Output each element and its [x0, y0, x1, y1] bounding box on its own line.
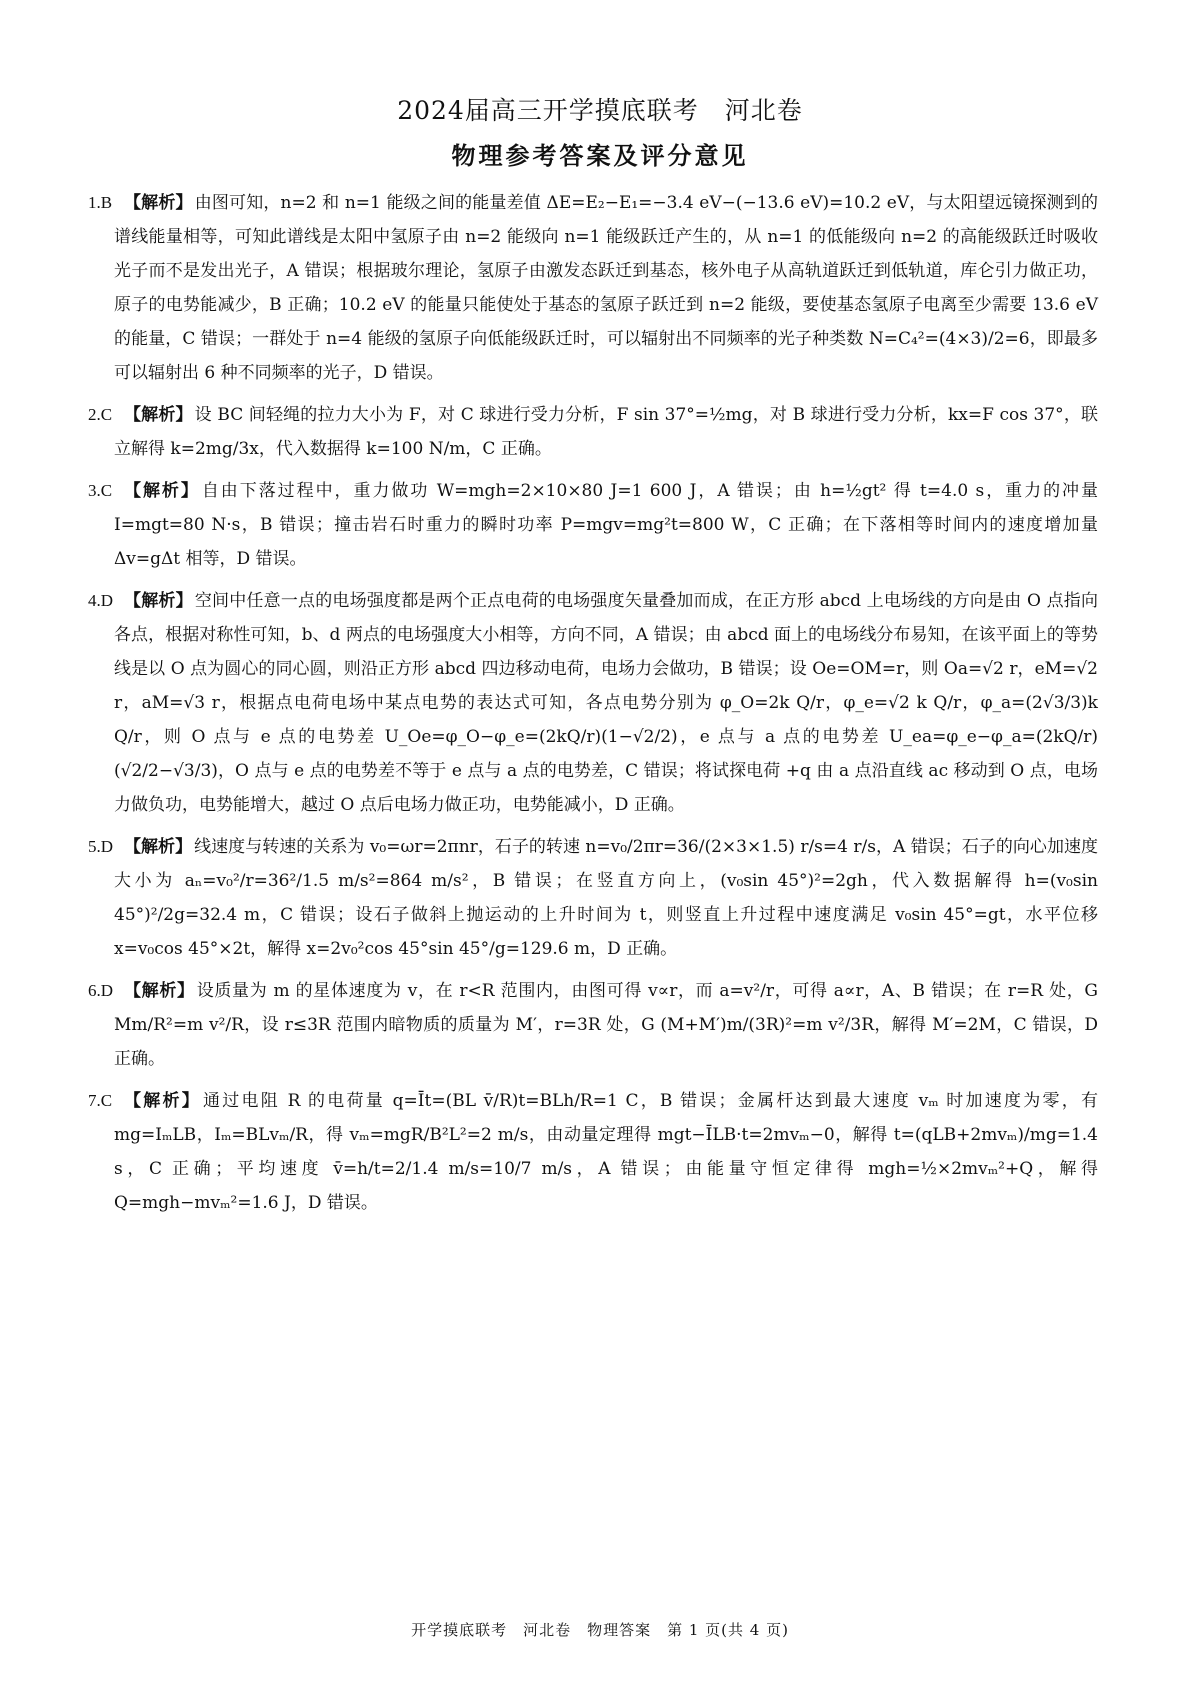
page-header: [0, 94, 1200, 174]
question-number: 3.C: [88, 481, 113, 500]
analysis-tag: 【解析】: [124, 481, 200, 501]
answer-item-4: [88, 584, 1098, 822]
analysis-tag: 【解析】: [124, 1091, 201, 1111]
analysis-tag: 【解析】: [124, 591, 193, 611]
answer-text: 自由下落过程中，重力做功 W=mgh=2×10×80 J=1 600 J，A 错误；由 h=½gt² 得 t=4.0 s，重力的冲量 I=mgt=80 N·s，B 错误；撞击岩石时重力的瞬时功率 P=mgv=mg²t=800 W，C 正确；在下落相等时间内的速度增加量 Δv=gΔt 相等，D 错误。: [114, 481, 1099, 569]
answer-text: 线速度与转速的关系为 v₀=ωr=2πnr，石子的转速 n=v₀/2πr=36/(2×3×1.5) r/s=4 r/s，A 错误；石子的向心加速度大小为 aₙ=v₀²/r=36²/1.5 m/s²=864 m/s²，B 错误；在竖直方向上，(v₀sin 45°)²=2gh，代入数据解得 h=(v₀sin 45°)²/2g=32.4 m，C 错误；设石子做斜上抛运动的上升时间为 t，则竖直上升过程中速度满足 v₀sin 45°=gt，水平位移 x=v₀cos 45°×2t，解得 x=2v₀²cos 45°sin 45°/g=129.6 m，D 正确。: [114, 837, 1099, 959]
question-number: 4.D: [88, 591, 114, 610]
analysis-tag: 【解析】: [124, 837, 193, 857]
answer-text: 设质量为 m 的星体速度为 v，在 r<R 范围内，由图可得 v∝r，而 a=v²/r，可得 a∝r，A、B 错误；在 r=R 处，G Mm/R²=m v²/R，设 r≤3R 范围内暗物质的质量为 M′，r=3R 处，G (M+M′)m/(3R)²=m v²/3R，解得 M′=2M，C 错误，D 正确。: [114, 981, 1099, 1069]
analysis-tag: 【解析】: [124, 193, 193, 213]
analysis-tag: 【解析】: [124, 405, 193, 425]
question-number: 6.D: [88, 981, 114, 1000]
answer-item-5: [88, 830, 1099, 966]
question-number: 5.D: [88, 837, 114, 856]
answer-item-2: [88, 398, 1099, 466]
answer-item-6: [88, 974, 1099, 1076]
question-number: 7.C: [88, 1091, 113, 1110]
analysis-tag: 【解析】: [124, 981, 195, 1001]
answer-text: 由图可知，n=2 和 n=1 能级之间的能量差值 ΔE=E₂−E₁=−3.4 eV−(−13.6 eV)=10.2 eV，与太阳望远镜探测到的谱线能量相等，可知此谱线是太阳中氢原子由 n=2 能级向 n=1 能级跃迁产生的，从 n=1 的低能级向 n=2 的高能级跃迁时吸收光子而不是发出光子，A 错误；根据玻尔理论，氢原子由激发态跃迁到基态，核外电子从高轨道跃迁到低轨道，库仑引力做正功，原子的电势能减少，B 正确；10.2 eV 的能量只能使处于基态的氢原子跃迁到 n=2 能级，要使基态氢原子电离至少需要 13.6 eV 的能量，C 错误；一群处于 n=4 能级的氢原子向低能级跃迁时，可以辐射出不同频率的光子种类数 N=C₄²=(4×3)/2=6，即最多可以辐射出 6 种不同频率的光子，D 错误。: [114, 193, 1098, 383]
document-title: 物理参考答案及评分意见: [451, 142, 749, 170]
answer-item-1: [88, 186, 1098, 390]
question-number: 2.C: [88, 405, 113, 424]
answer-list: [88, 186, 1099, 1228]
exam-title: 2024届高三开学摸底联考 河北卷: [397, 96, 803, 125]
page-footer: 开学摸底联考 河北卷 物理答案 第 1 页(共 4 页): [411, 1621, 789, 1639]
answer-item-7: [88, 1084, 1098, 1220]
answer-item-3: [88, 474, 1099, 576]
question-number: 1.B: [88, 193, 113, 212]
answer-text: 空间中任意一点的电场强度都是两个正点电荷的电场强度矢量叠加而成，在正方形 abcd 上电场线的方向是由 O 点指向各点，根据对称性可知，b、d 两点的电场强度大小相等，方向不同，A 错误；由 abcd 面上的电场线分布易知，在该平面上的等势线是以 O 点为圆心的同心圆，则沿正方形 abcd 四边移动电荷，电场力会做功，B 错误；设 Oe=OM=r，则 Oa=√2 r，eM=√2 r，aM=√3 r，根据点电荷电场中某点电势的表达式可知，各点电势分别为 φ_O=2k Q/r，φ_e=√2 k Q/r，φ_a=(2√3/3)k Q/r，则 O 点与 e 点的电势差 U_Oe=φ_O−φ_e=(2kQ/r)(1−√2/2)，e 点与 a 点的电势差 U_ea=φ_e−φ_a=(2kQ/r)(√2/2−√3/3)，O 点与 e 点的电势差不等于 e 点与 a 点的电势差，C 错误；将试探电荷 +q 由 a 点沿直线 ac 移动到 O 点，电场力做负功，电势能增大，越过 O 点后电场力做正功，电势能减小，D 正确。: [114, 591, 1098, 815]
answer-text: 通过电阻 R 的电荷量 q=Īt=(BL v̄/R)t=BLh/R=1 C，B 错误；金属杆达到最大速度 vₘ 时加速度为零，有 mg=IₘLB，Iₘ=BLvₘ/R，得 vₘ=mgR/B²L²=2 m/s，由动量定理得 mgt−ĪLB·t=2mvₘ−0，解得 t=(qLB+2mvₘ)/mg=1.4 s，C 正确；平均速度 v̄=h/t=2/1.4 m/s=10/7 m/s，A 错误；由能量守恒定律得 mgh=½×2mvₘ²+Q，解得 Q=mgh−mvₘ²=1.6 J，D 错误。: [114, 1091, 1098, 1213]
answer-text: 设 BC 间轻绳的拉力大小为 F，对 C 球进行受力分析，F sin 37°=½mg，对 B 球进行受力分析，kx=F cos 37°，联立解得 k=2mg/3x，代入数据得 k=100 N/m，C 正确。: [114, 405, 1099, 459]
